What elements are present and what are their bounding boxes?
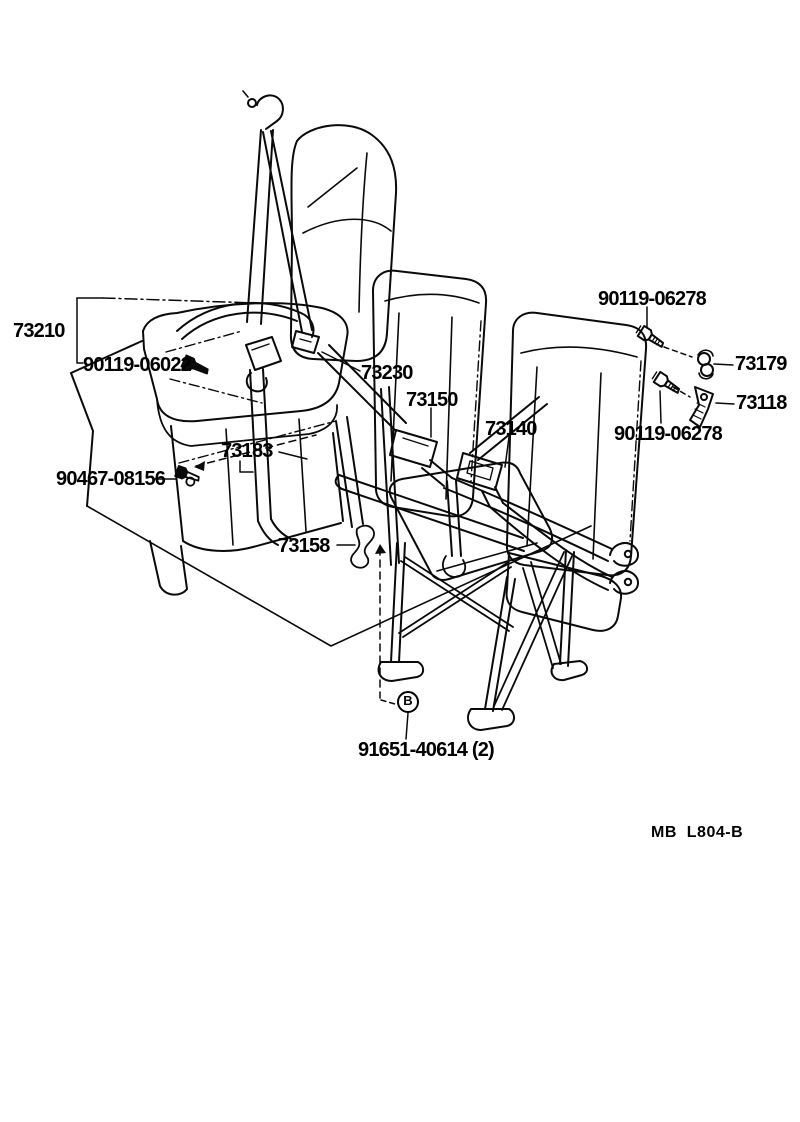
bolt-icon-90119-06278-upper [635,324,666,350]
part-label-73118: 73118 [736,392,787,414]
s-hook-icon-73179 [698,350,713,379]
buckle-73230 [246,331,319,391]
hook-plate-icon-73118 [690,387,713,427]
driver-seat [71,125,591,646]
buckle-73150 [390,430,437,467]
part-label-90467-08156: 90467-08156 [56,468,166,490]
part-label-90119-06022: 90119-06022 [83,354,191,376]
part-label-90119-06278-upper: 90119-06278 [598,288,706,310]
part-label-91651-40614: 91651-40614 (2) [358,739,494,761]
part-label-73140: 73140 [485,418,537,440]
part-label-73230: 73230 [361,362,413,384]
bracket-73158 [351,526,374,568]
right-seat [494,313,646,710]
part-label-73179: 73179 [735,353,787,375]
part-label-73158: 73158 [278,535,330,557]
buckle-73140 [457,453,502,490]
part-label-73150: 73150 [406,389,458,411]
part-label-73183: 73183 [221,440,273,462]
part-label-90119-06278-lower: 90119-06278 [614,423,722,445]
callout-circle-b-icon: B [397,691,419,713]
belt-end-hook-upper [610,543,638,566]
part-label-73210: 73210 [13,320,65,342]
bolt-icon-90119-06278-lower [651,370,682,396]
drawing-code: MB L804-B [651,824,744,841]
